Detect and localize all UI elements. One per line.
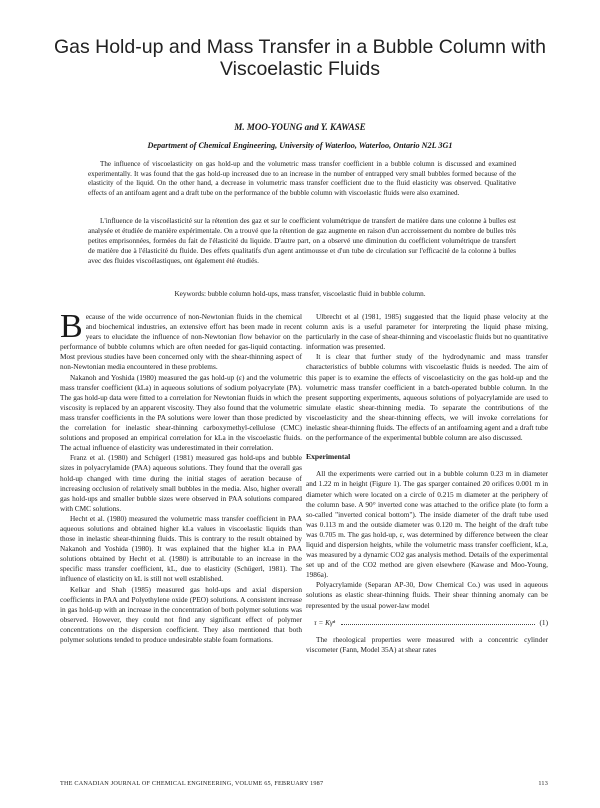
body-paragraph: The rheological properties were measured with a concentric cylinder viscometer (Fann, Model 35A) at shear rates <box>306 634 548 654</box>
paragraph-text: ecause of the wide occurrence of non-Newtonian fluids in the chemical and biochemical industries, an extensive effort has been made in recent years to elucidate the influence of non-Newtonian flow behavior on the performance of bubble columns which are often needed for gas-liquid contacting. Most previous studies have been concerned only with the shear-thinning aspect of non-Newtonian media encountered in these problems. <box>60 312 302 372</box>
body-paragraph: Ulbrecht et al (1981, 1985) suggested that the liquid phase velocity at the column axis is a useful parameter for interpreting the liquid phase mixing, particularly in the case of shear-thinning and viscoelastic fluids but no quantitative information was presented. <box>306 312 548 352</box>
journal-citation: THE CANADIAN JOURNAL OF CHEMICAL ENGINEERING, VOLUME 65, FEBRUARY 1987 <box>60 780 324 787</box>
body-paragraph: All the experiments were carried out in a bubble column 0.23 m in diameter and 1.22 m in height (Figure 1). The gas sparger contained 20 orifices 0.001 m in diameter which were located on a circle of 0.215 m diameter at the periphery of the column base. A 90° inverted cone was attached to the orifice plate (to form a so-called "inverted conical bottom"). The inside diameter of the draft tube used was 0.113 m and the outside diameter was 0.120 m. The height of the draft tube was 0.705 m. The gas hold-up, ε, was determined by difference between the clear liquid and dispersion heights, while the volumetric mass transfer coefficient, kLa, was measured by a dynamic CO2 gas analysis method. Details of the experimental set up and of the CO2 method are given elsewhere (Kawase and Moo-Young, 1986a). <box>306 469 548 580</box>
body-paragraph: Nakanoh and Yoshida (1980) measured the gas hold-up (ε) and the volumetric mass transfer coefficient (kLa) in aqueous solutions of sodium polyacrylate (PA). The gas hold-up data were fitted to a correlation for Newtonian fluids in which the viscosity is replaced by an apparent viscosity. They also found that the volumetric mass transfer coefficients in the PA solutions were lower than those predicted by the correlation for inelastic shear-thinning carboxymethyl-cellulose (CMC) solutions and proposed an empirical correlation for kLa in the viscoelastic fluids. The actual influence of elasticity was underestimated in their correlation. <box>60 372 302 453</box>
keywords: Keywords: bubble column hold-ups, mass transfer, viscoelastic fluid in bubble column. <box>174 290 426 298</box>
equation-body: τ = Kγ̇ⁿ <box>314 617 336 627</box>
drop-cap: B <box>60 308 83 345</box>
intro-paragraph <box>60 308 302 373</box>
abstract-french: L'influence de la viscoélasticité sur la rétention des gaz et sur le coefficient volumétrique de transfert de matière dans une colonne à bulles est analysée et étudiée de manière expérimentale. On a trouvé que la rétention de gaz augmente en raison d'un accroissement du nombre de bulles très petites emprisonnées, formées du fait de l'élasticité du liquide. D'autre part, on a observé une diminution du coefficient volumétrique de transfert de matière due à l'élasticité du fluide. Des effets qualitatifs d'un agent antimousse et d'un tube de circulation sur l'efficacité de la colonne à bulles avec des fluides viscoélastiques, ont également été étudiés. <box>88 217 516 265</box>
right-column <box>306 312 548 655</box>
section-heading-experimental: Experimental <box>306 452 351 462</box>
left-column <box>60 308 302 645</box>
equation-leader <box>341 618 535 625</box>
body-paragraph: Kelkar and Shah (1985) measured gas hold-ups and axial dispersion coefficients in PAA and Polyethylene oxide (PEO) solutions. A consistent increase in gas hold-up with an increase in the concentration of both polymer solutions was observed. However, they could not find any significant effect of polymer concentrations on the dispersion coefficient. They also mentioned that both polymer solutions tended to produce undesirable stable foam formations. <box>60 584 302 644</box>
body-paragraph: Franz et al. (1980) and Schügerl (1981) measured gas hold-ups and bubble sizes in polyacrylamide (PAA) aqueous solutions. They found that the overall gas hold-up changed with time during the initial stages of aeration because of increasing occlusion of relatively small bubbles in the media. Also, higher overall gas hold-ups and smaller bubble sizes were observed in PAA solutions compared with CMC solutions. <box>60 453 302 513</box>
body-paragraph: It is clear that further study of the hydrodynamic and mass transfer characteristics of bubble columns with viscoelastic fluids is needed. The aim of this paper is to examine the effects of viscoelasticity on the gas hold-up and the volumetric mass transfer coefficient in a batch-operated bubble column. In the present supporting experiments, aqueous solutions of polyacrylamide are used to simulate elastic shear-thinning media. To separate the contributions of the viscoelasticity and the shear-thinning effects, we will invoke correlations for inelastic shear-thinning fluids. The effects of an antifoaming agent and a draft tube on the performance of the experimental bubble column are also discussed. <box>306 352 548 443</box>
body-paragraph: Polyacrylamide (Separan AP-30, Dow Chemical Co.) was used in aqueous solutions as elastic shear-thinning fluids. Their shear thinning anomaly can be represented by the usual power-law model <box>306 580 548 610</box>
page-footer <box>60 780 548 787</box>
affiliation: Department of Chemical Engineering, University of Waterloo, Waterloo, Ontario N2L 3G1 <box>147 141 453 150</box>
authors: M. MOO-YOUNG and Y. KAWASE <box>234 122 366 132</box>
paper-title: Gas Hold-up and Mass Transfer in a Bubble Column with Viscoelastic Fluids <box>53 36 547 80</box>
body-paragraph: Hecht et al. (1980) measured the volumetric mass transfer coefficient in PAA aqueous solutions and obtained higher kLa values in viscoelastic liquids than those in inelastic shear-thinning fluids. This is contrary to the result obtained by Nakanoh and Yoshida (1980). It was explained that the higher kLa in PAA solutions obtained by Hecht et al. (1980) is attributable to an increase in the specific mass transfer coefficient, kL, due to elasticity (Schügerl, 1981). The influence of elasticity on kL is still not well established. <box>60 513 302 584</box>
equation-number: (1) <box>539 617 548 627</box>
page-number: 113 <box>538 780 548 787</box>
abstract-english: The influence of viscoelasticity on gas hold-up and the volumetric mass transfer coefficient in a bubble column is discussed and examined experimentally. It was found that the gas hold-up increased due to an increase in the number of entrapped very small bubbles formed because of the elasticity of the liquid. On the other hand, a decrease in volumetric mass transfer coefficient due to the fluid elasticity was observed. Qualitative effects of an antifoam agent and a draft tube on the performance of the bubble column with viscoelastic fluids were also examined. <box>88 160 516 198</box>
equation-1 <box>306 618 548 628</box>
